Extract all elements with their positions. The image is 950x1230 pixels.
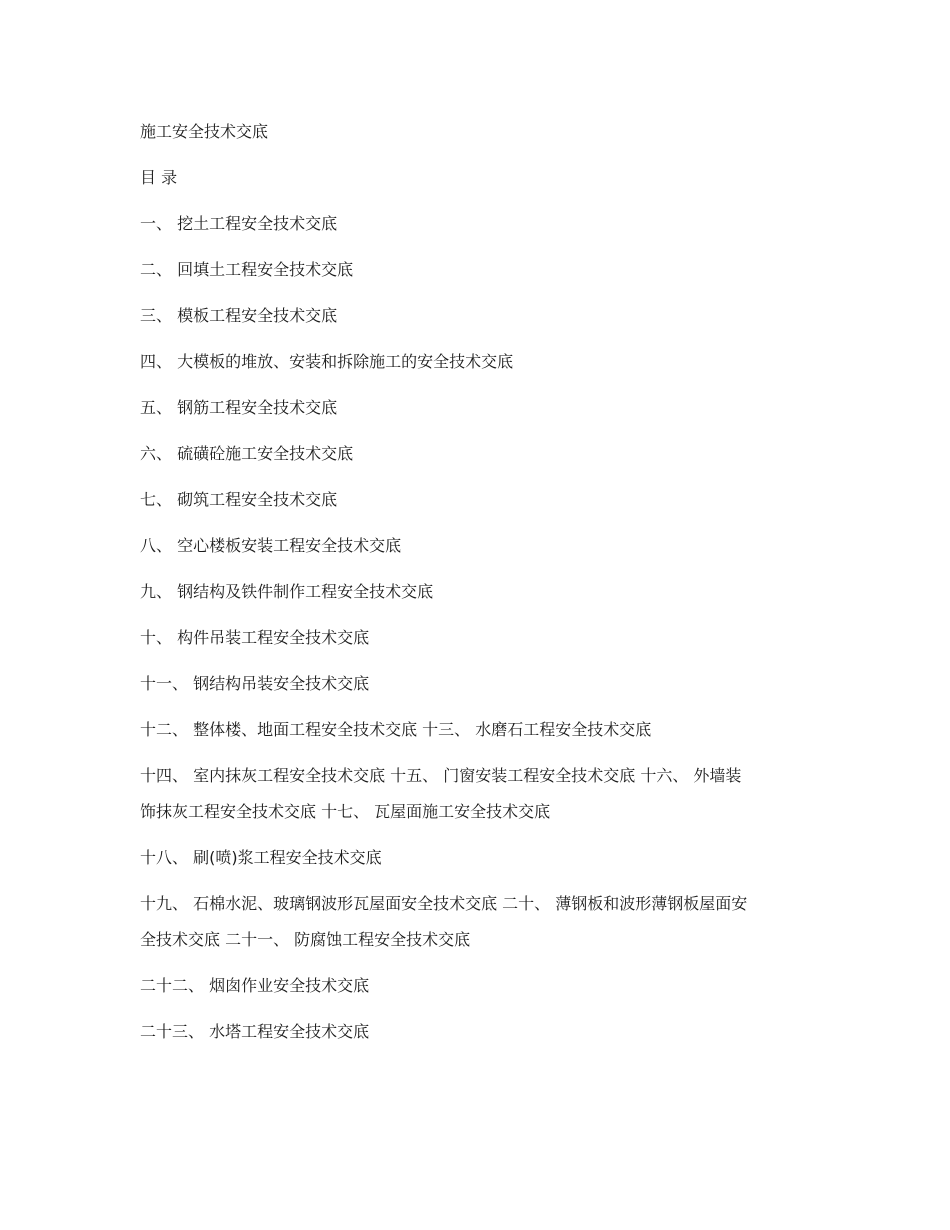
toc-entry-19: 二十三、 水塔工程安全技术交底 [140, 1022, 370, 1041]
toc-entry-15: 十八、 刷(喷)浆工程安全技术交底 [140, 848, 382, 867]
toc-entry-16: 十九、 石棉水泥、玻璃钢波形瓦屋面安全技术交底 二十、 薄钢板和波形薄钢板屋面安 [140, 894, 748, 913]
toc-entry-13: 十四、 室内抹灰工程安全技术交底 十五、 门窗安装工程安全技术交底 十六、 外墙装 [140, 766, 742, 785]
toc-entry-18: 二十二、 烟囱作业安全技术交底 [140, 976, 370, 995]
document-page [140, 118, 805, 1064]
toc-entry-12: 十二、 整体楼、地面工程安全技术交底 十三、 水磨石工程安全技术交底 [140, 720, 652, 739]
toc-entry-6: 六、 硫磺砼施工安全技术交底 [140, 444, 354, 463]
toc-entry-1: 一、 挖土工程安全技术交底 [140, 214, 338, 233]
toc-entry-14: 饰抹灰工程安全技术交底 十七、 瓦屋面施工安全技术交底 [140, 802, 551, 821]
toc-entry-4: 四、 大模板的堆放、安装和拆除施工的安全技术交底 [140, 352, 514, 371]
toc-entry-17: 全技术交底 二十一、 防腐蚀工程安全技术交底 [140, 930, 471, 949]
toc-entry-2: 二、 回填土工程安全技术交底 [140, 260, 354, 279]
toc-entry-3: 三、 模板工程安全技术交底 [140, 306, 338, 325]
toc-entry-5: 五、 钢筋工程安全技术交底 [140, 398, 338, 417]
toc-entry-11: 十一、 钢结构吊装安全技术交底 [140, 674, 370, 693]
toc-entry-7: 七、 砌筑工程安全技术交底 [140, 490, 338, 509]
toc-heading: 目 录 [140, 168, 178, 187]
toc-entry-8: 八、 空心楼板安装工程安全技术交底 [140, 536, 402, 555]
document-title: 施工安全技术交底 [140, 122, 269, 141]
toc-entry-9: 九、 钢结构及铁件制作工程安全技术交底 [140, 582, 434, 601]
toc-entry-10: 十、 构件吊装工程安全技术交底 [140, 628, 370, 647]
